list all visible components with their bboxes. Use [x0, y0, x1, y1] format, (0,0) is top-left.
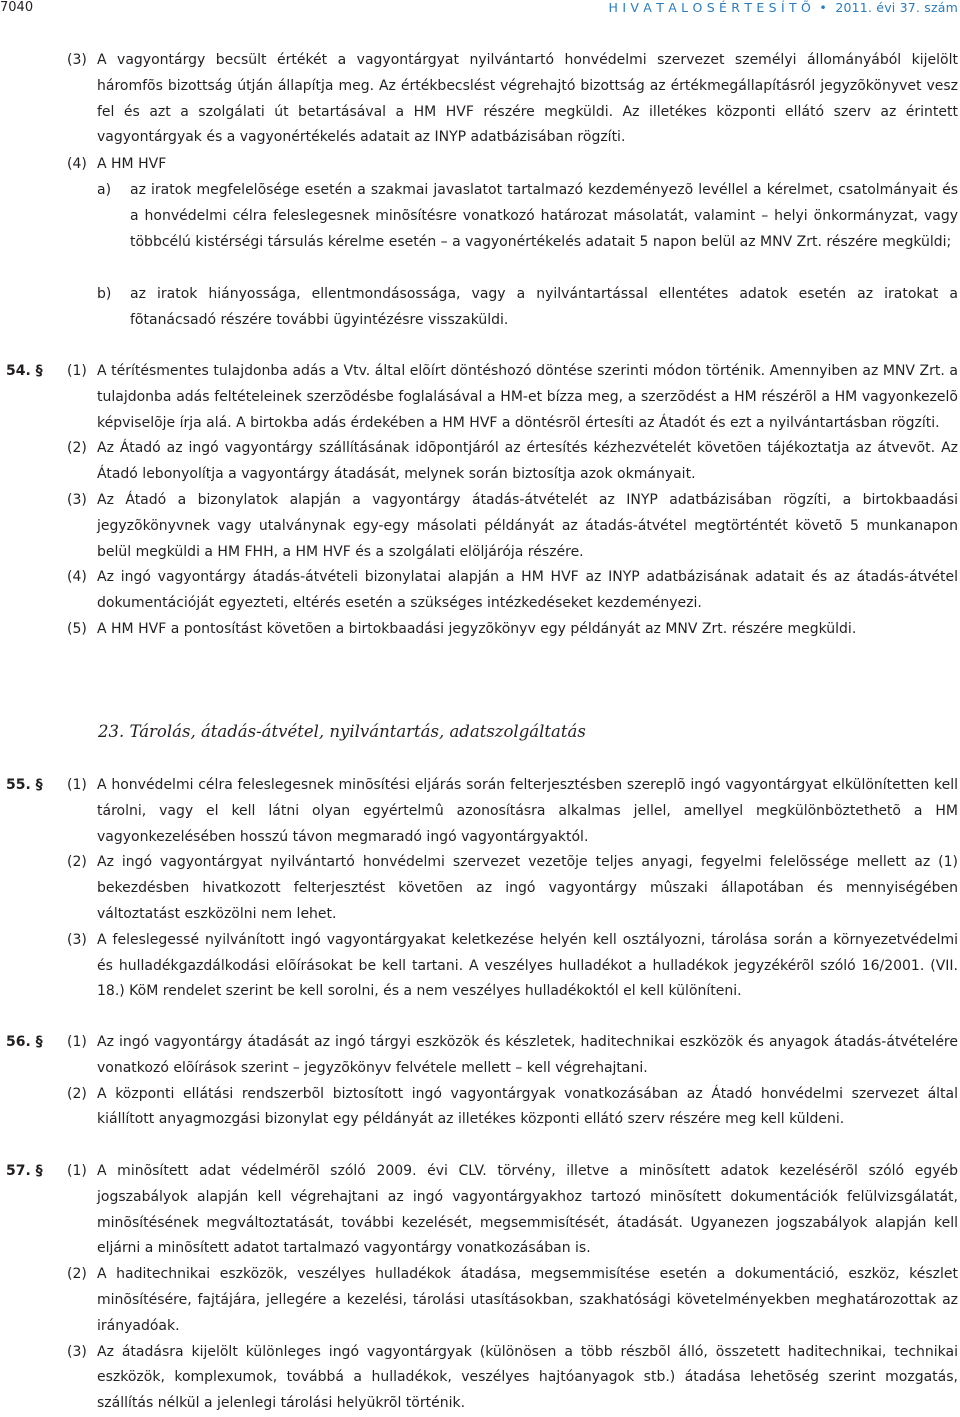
section-item	[0, 1340, 960, 1417]
section-item	[0, 617, 960, 643]
point-label: a)	[97, 182, 112, 198]
paragraph-label: (1)	[67, 1034, 87, 1050]
point-text: az iratok hiányossága, ellentmondásossága, vagy a nyilvántartással ellentétes adatok esetén az iratokat a fõtanácsadó részére további ügyintézésre visszaküldi.	[130, 286, 958, 328]
paragraph-label: (3)	[67, 52, 87, 68]
section-item	[0, 1159, 960, 1262]
journal-title: H I V A T A L O S É R T E S Í T Õ	[608, 0, 812, 15]
section-55	[0, 773, 960, 1005]
paragraph-text: A HM HVF	[97, 156, 167, 172]
paragraph-label: (2)	[67, 440, 87, 457]
section-number: 54. §	[6, 363, 43, 379]
paragraph-label: (4)	[67, 569, 87, 586]
section-item	[0, 565, 960, 617]
paragraph-text: A honvédelmi célra feleslegesnek minõsítési eljárás során felterjesztésben szereplõ ingó vagyontárgyat elkülönítetten kell tárolni, vagy el kell látni olyan egyértelmû azonosításra alkalmas jellel, amellyel megkülönböztethetõ a HM vagyonkezelésében hosszú távon megmaradó ingó vagyontárgyaktól.	[97, 777, 958, 845]
section-item	[0, 436, 960, 488]
point-a	[0, 178, 960, 255]
paragraph-text: Az Átadó a bizonylatok alapján a vagyontárgy átadás-átvételét az INYP adatbázisában rögzíti, a birtokbaadási jegyzõkönyvnek vagy utalványnak egy-egy másolati példányát az átadás-átvétel megtörténtét követõ 5 munkanapon belül megküldi a HM FHH, a HM HVF és a szolgálati elöljárója részére.	[97, 491, 958, 560]
section-number: 56. §	[6, 1034, 43, 1050]
paragraph-text: Az ingó vagyontárgy átadás-átvételi bizonylatai alapján a HM HVF az INYP adatbázisának adatait és az átadás-átvétel dokumentációját egyezteti, eltérés esetén a szükséges intézkedéseket kezdeményezi.	[97, 569, 958, 612]
paragraph-text: A HM HVF a pontosítást követõen a birtokbaadási jegyzõkönyv egy példányát az MNV Zrt. részére megküldi.	[97, 620, 857, 637]
section-item	[0, 488, 960, 565]
paragraph-label: (3)	[67, 1343, 87, 1360]
section-item	[0, 850, 960, 927]
section-number: 57. §	[6, 1163, 43, 1179]
section-item	[0, 1262, 960, 1339]
paragraph-label: (1)	[67, 1163, 87, 1179]
paragraph-label: (2)	[67, 1085, 87, 1102]
paragraph-text: Az ingó vagyontárgy átadását az ingó tárgyi eszközök és készletek, haditechnikai eszközök és anyagok átadás-átvételére vonatkozó elõírások szerint – jegyzõkönyv felvétele mellett – kell végrehajtani.	[97, 1034, 958, 1076]
section-item	[0, 773, 960, 850]
running-header	[609, 0, 958, 15]
header-bullet: •	[819, 0, 827, 15]
paragraph-label: (3)	[67, 491, 87, 508]
section-number: 55. §	[6, 777, 43, 793]
point-label: b)	[97, 286, 112, 302]
paragraph-text: Az átadásra kijelölt különleges ingó vagyontárgyak (különösen a több részbõl álló, összetett haditechnikai, technikai eszközök, komplexumok, továbbá a hulladékok, veszélyes hajtóanyagok stb.) átadása lehetõség szerint mozgatás, szállítás nélkül a jelenlegi tárolási helyükrõl történik.	[97, 1343, 958, 1412]
paragraph-label: (2)	[67, 1266, 87, 1283]
paragraph-label: (5)	[67, 620, 87, 637]
section-56	[0, 1030, 960, 1133]
section-57	[0, 1159, 960, 1417]
paragraph-3	[0, 48, 960, 151]
paragraph-text: Az ingó vagyontárgyat nyilvántartó honvédelmi szervezet vezetõje teljes anyagi, fegyelmi felelõssége mellett az (1) bekezdésben hivatkozott felterjesztést követõen az ingó vagyontárgy mûszaki állapotában és mennyiségében változtatást eszközölni nem lehet.	[97, 854, 958, 922]
point-text: az iratok megfelelõsége esetén a szakmai javaslatot tartalmazó kezdeményezõ levéllel a kérelmet, csatolmányait és a honvédelmi célra feleslegesnek minõsítésre vonatkozó határozat másolatát, valamint – helyi önkormányzat, vagy többcélú kistérségi társulás kérelme esetén – a vagyonértékelés adatait 5 napon belül az MNV Zrt. részére megküldi;	[130, 182, 958, 250]
paragraph-text: A térítésmentes tulajdonba adás a Vtv. által elõírt döntéshozó döntése szerinti módon történik. Amennyiben az MNV Zrt. a tulajdonba adás feltételeinek szerzõdésbe foglalásával a HM-et bízza meg, a szerzõdést a HM részérõl a HM vagyonkezelõ képviselõje írja alá. A birtokba adás érdekében a HM HVF a döntésrõl értesíti az Átadót és ezt a nyilvántartásban rögzíti.	[97, 363, 958, 431]
paragraph-text: A haditechnikai eszközök, veszélyes hulladékok átadása, megsemmisítése esetén a dokumentáció, eszköz, készlet minõsítésére, fajtájára, jellegére a kezelési, tárolási utasításokban, szakhatósági követelményekben meghatározottak az irányadóak.	[97, 1266, 958, 1334]
section-item	[0, 928, 960, 1005]
page-number: 7040	[0, 0, 34, 15]
section-54	[0, 359, 960, 643]
section-item	[0, 1030, 960, 1082]
paragraph-label: (3)	[67, 931, 87, 948]
paragraph-4	[0, 152, 960, 178]
point-b	[0, 282, 960, 334]
paragraph-text: A minõsített adat védelmérõl szóló 2009. évi CLV. törvény, illetve a minõsített adatok kezelésérõl szóló egyéb jogszabályok alapján kell végrehajtani az ingó vagyontárgyakhoz tartozó minõsített dokumentációk felülvizsgálatát, minõsítésének megváltoztatását, további kezelését, megsemmisítését, átadását. Ugyanezen jogszabályok alapján kell eljárni a minõsített adatot tartalmazó vagyontárgy vonatkozásában is.	[97, 1163, 958, 1257]
paragraph-label: (1)	[67, 363, 87, 379]
paragraph-text: A központi ellátási rendszerbõl biztosított ingó vagyontárgyak vonatkozásában az Átadó honvédelmi szervezet által kiállított anyagmozgási bizonylat egy példányát az illetékes központi ellátó szerv részére meg kell küldeni.	[97, 1085, 958, 1128]
issue-info: 2011. évi 37. szám	[835, 0, 958, 15]
paragraph-label: (2)	[67, 854, 87, 871]
section-item	[0, 359, 960, 436]
chapter-heading: 23. Tárolás, átadás-átvétel, nyilvántartás, adatszolgáltatás	[98, 722, 586, 741]
paragraph-label: (1)	[67, 777, 87, 793]
section-item	[0, 1082, 960, 1134]
paragraph-text: A feleslegessé nyilvánított ingó vagyontárgyakat keletkezése helyén kell osztályozni, tárolása során a környezetvédelmi és hulladékgazdálkodási elõírásokat be kell tartani. A veszélyes hulladékot a hulladékok jegyzékérõl szóló 16/2001. (VII. 18.) KöM rendelet szerint be kell sorolni, és a nem veszélyes hulladékoktól el kell különíteni.	[97, 931, 958, 1000]
paragraph-text: Az Átadó az ingó vagyontárgy szállításának idõpontjáról az értesítés kézhezvételét követõen tájékoztatja az átvevõt. Az Átadó lebonyolítja a vagyontárgy átadását, melynek során biztosítja azok okmányait.	[97, 440, 958, 483]
paragraph-text: A vagyontárgy becsült értékét a vagyontárgyat nyilvántartó honvédelmi szervezet személyi állományából kijelölt háromfõs bizottság útján állapítja meg. Az értékbecslést végrehajtó bizottság az értékmegállapításról jegyzõkönyvet vesz fel és azt a szolgálati út betartásával a HM HVF részére megküldi. Az illetékes központi ellátó szerv az érintett vagyontárgyak és a vagyonértékelés adatait az INYP adatbázisában rögzíti.	[97, 52, 958, 146]
paragraph-label: (4)	[67, 156, 87, 172]
